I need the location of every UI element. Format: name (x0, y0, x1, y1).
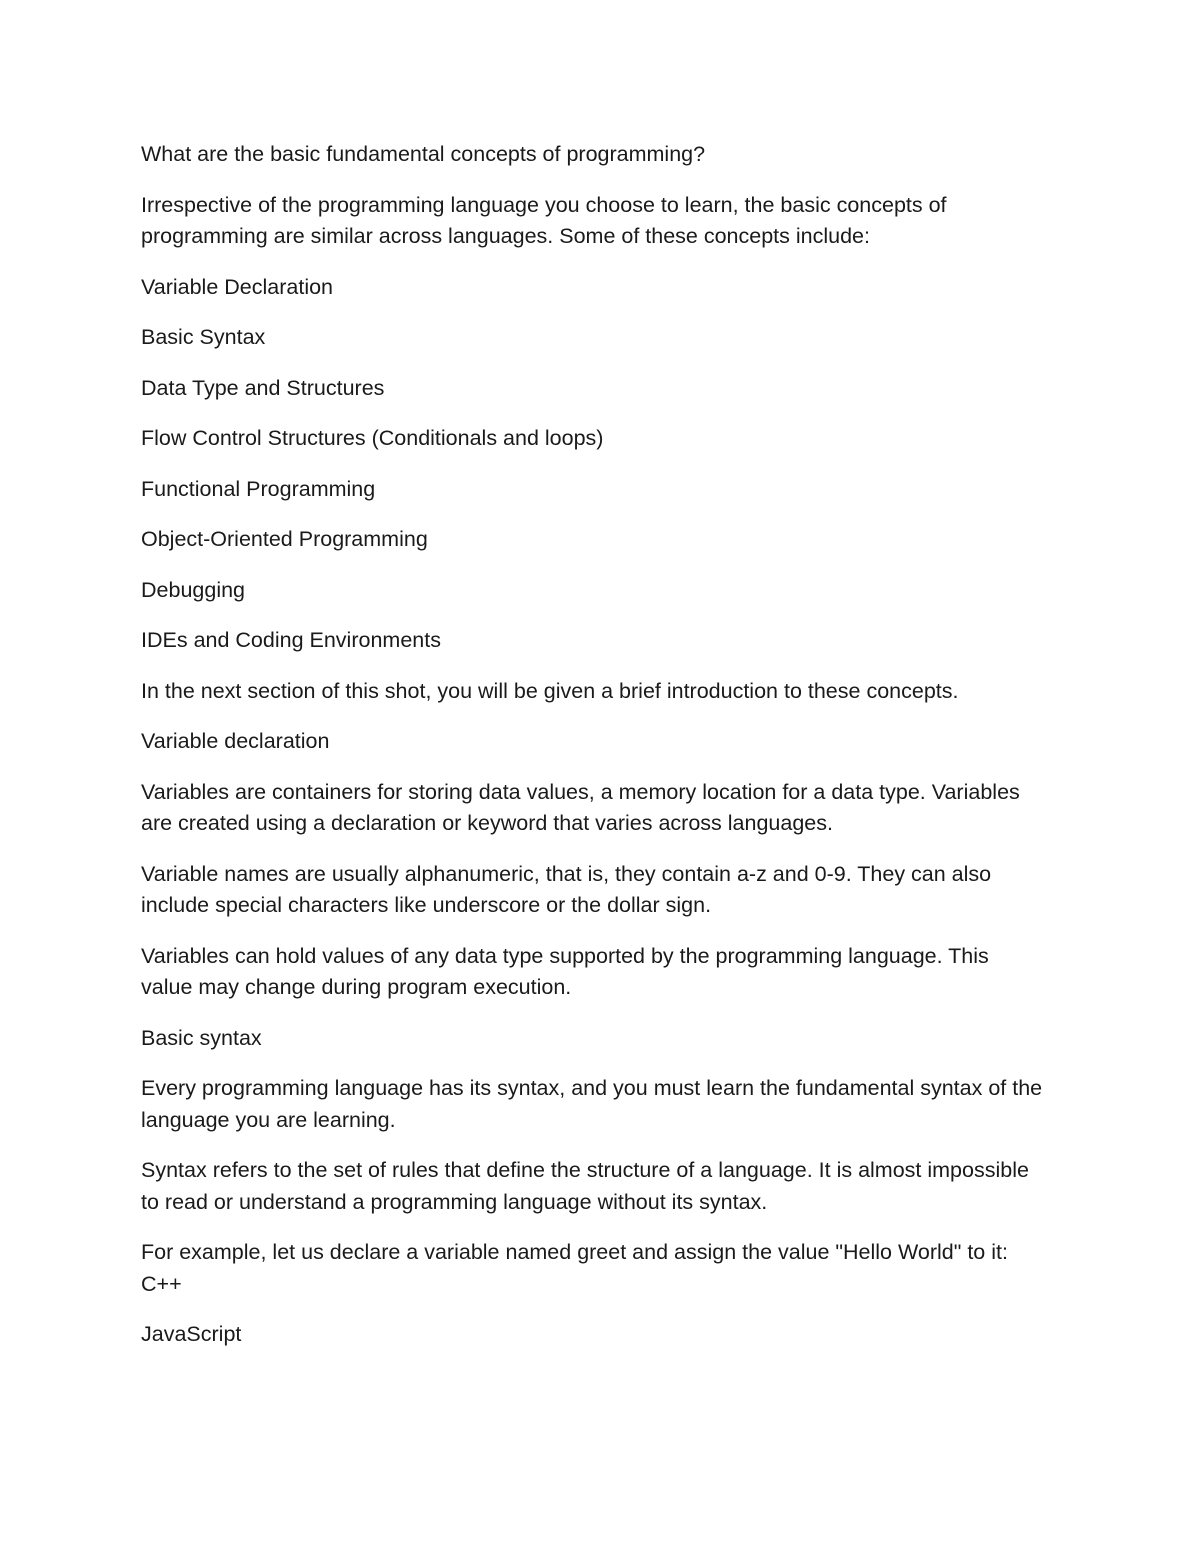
body-paragraph: Variables can hold values of any data type supported by the programming language. This value may change during program execution. (141, 943, 989, 999)
body-paragraph: Variable names are usually alphanumeric, that is, they contain a-z and 0-9. They can also include special characters like underscore or the dollar sign. (141, 861, 992, 917)
document-title: What are the basic fundamental concepts of programming? (141, 142, 706, 166)
body-paragraph: Variables are containers for storing data values, a memory location for a data type. Variables are created using a declaration or keyword that varies across languages. (141, 779, 1020, 835)
concept-list-item: Variable Declaration (141, 274, 334, 299)
concept-list-item: Data Type and Structures (141, 375, 385, 400)
concept-list-item: Functional Programming (141, 476, 376, 501)
body-paragraph: For example, let us declare a variable named greet and assign the value "Hello World" to it: C++ (141, 1240, 1008, 1296)
section-heading-basic-syntax: Basic syntax (141, 1025, 262, 1050)
section-heading-variable-declaration: Variable declaration (141, 729, 330, 753)
document-body (141, 139, 1046, 1370)
intro-paragraph: Irrespective of the programming language you choose to learn, the basic concepts of programming are similar across languages. Some of these concepts include: (141, 192, 947, 248)
concept-list-item: Object-Oriented Programming (141, 527, 428, 551)
transition-paragraph: In the next section of this shot, you will be given a brief introduction to these concepts. (141, 678, 959, 703)
language-label-javascript: JavaScript (141, 1322, 242, 1346)
concept-list-item: Flow Control Structures (Conditionals and loops) (141, 426, 604, 450)
body-paragraph: Syntax refers to the set of rules that define the structure of a language. It is almost impossible to read or understand a programming language without its syntax. (141, 1158, 1029, 1214)
concept-list-item: Debugging (141, 577, 246, 602)
body-paragraph: Every programming language has its syntax, and you must learn the fundamental syntax of the language you are learning. (141, 1076, 1043, 1132)
concept-list-item: IDEs and Coding Environments (141, 628, 441, 652)
concept-list-item: Basic Syntax (141, 325, 266, 349)
